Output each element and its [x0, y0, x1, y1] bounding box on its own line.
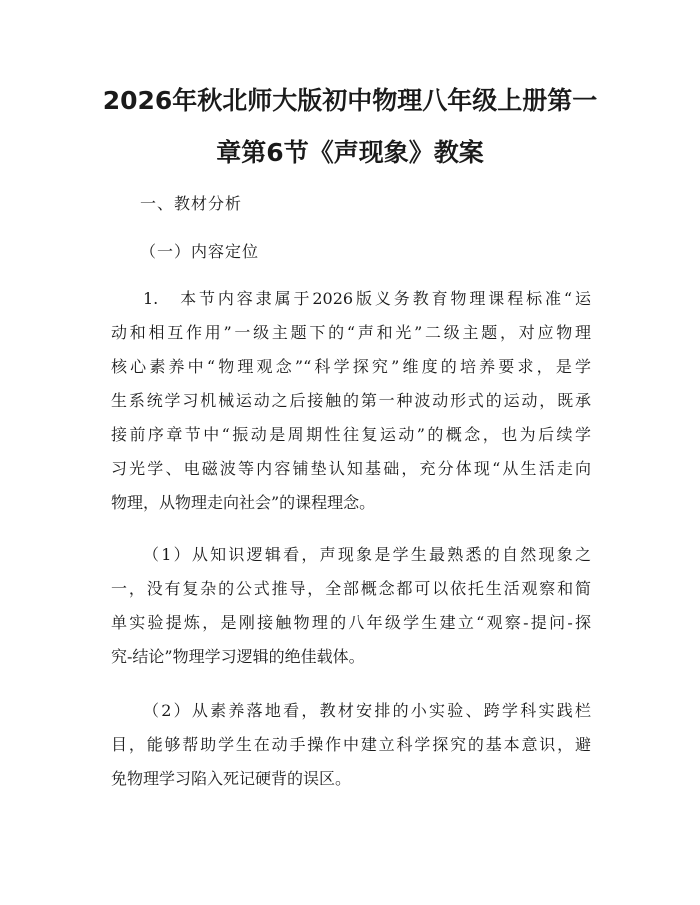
- paragraph-line: （1）从知识逻辑看，声现象是学生最熟悉的自然现象之: [143, 545, 591, 564]
- paragraph-line: 究-结论”物理学习逻辑的绝佳载体。: [111, 647, 365, 666]
- paragraph-3: [111, 694, 591, 796]
- paragraph-line: 1. 本节内容隶属于2026版义务教育物理课程标准“运: [143, 289, 591, 308]
- paragraph-line: 生系统学习机械运动之后接触的第一种波动形式的运动，既承: [111, 391, 591, 410]
- paragraph-line: 接前序章节中“振动是周期性往复运动”的概念，也为后续学: [111, 425, 591, 444]
- paragraph-line: 物理，从物理走向社会”的课程理念。: [111, 493, 376, 512]
- paragraph-line: 动和相互作用”一级主题下的“声和光”二级主题，对应物理: [111, 323, 591, 342]
- section-heading: 一、教材分析: [140, 194, 243, 213]
- subsection-heading: （一）内容定位: [140, 242, 260, 261]
- paragraph-line: 单实验提炼，是刚接触物理的八年级学生建立“观察-提问-探: [111, 613, 591, 632]
- document-title-line-2: 章第6节《声现象》教案: [216, 138, 484, 167]
- paragraph-line: 免物理学习陷入死记硬背的误区。: [111, 769, 352, 788]
- paragraph-line: 习光学、电磁波等内容铺垫认知基础，充分体现“从生活走向: [111, 459, 591, 478]
- paragraph-line: 一，没有复杂的公式推导，全部概念都可以依托生活观察和简: [111, 579, 591, 598]
- paragraph-line: （2）从素养落地看，教材安排的小实验、跨学科实践栏: [143, 701, 591, 720]
- document-title-line-1: 2026年秋北师大版初中物理八年级上册第一: [102, 86, 598, 115]
- paragraph-1: [111, 282, 591, 520]
- paragraph-line: 核心素养中“物理观念”“科学探究”维度的培养要求，是学: [111, 357, 591, 376]
- paragraph-line: 目，能够帮助学生在动手操作中建立科学探究的基本意识，避: [111, 735, 591, 754]
- paragraph-2: [111, 538, 591, 674]
